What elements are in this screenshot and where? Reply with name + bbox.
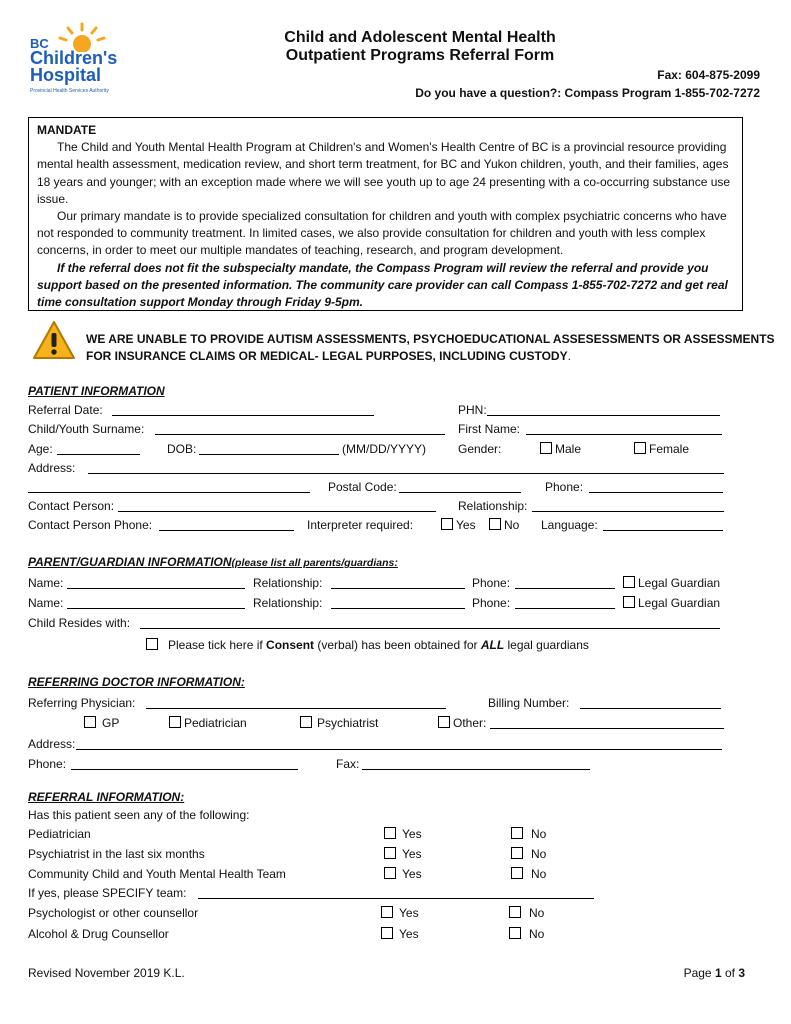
checkbox-icon[interactable] [509,927,521,939]
phn-field[interactable] [487,415,720,416]
relationship-label: Relationship: [458,499,528,513]
logo [30,22,130,98]
doctor-address-field[interactable] [76,749,722,750]
guardian-2-relationship-field[interactable] [331,608,465,609]
referral-heading: REFERRAL INFORMATION: [28,790,185,804]
checkbox-icon[interactable] [169,716,181,728]
postal-code-label: Postal Code: [328,480,397,494]
referral-row-label: Psychiatrist in the last six months [28,847,205,861]
parent-heading: PARENT/GUARDIAN INFORMATION(please list all parents/guardians: [28,555,398,569]
resides-with-label: Child Resides with: [28,616,131,630]
checkbox-icon[interactable] [384,867,396,879]
referral-date-field[interactable] [112,415,374,416]
warning-icon [32,320,76,362]
checkbox-icon[interactable] [511,847,523,859]
question-line: Do you have a question?: Compass Program 1-855-702-7272 [415,86,760,100]
billing-label: Billing Number: [488,696,570,710]
resides-with-field[interactable] [140,628,720,629]
referral-row-yes-option[interactable]: Yes [384,847,422,861]
address-label: Address: [28,461,76,475]
interpreter-yes-option[interactable]: Yes [441,518,476,532]
referral-row-label: Pediatrician [28,827,91,841]
dob-field[interactable] [199,454,339,455]
pediatrician-option[interactable]: Pediatrician [169,716,247,730]
interpreter-no-option[interactable]: No [489,518,519,532]
referral-row-no-option[interactable]: No [509,906,544,920]
surname-label: Child/Youth Surname: [28,422,145,436]
specify-team-field[interactable] [198,898,594,899]
doctor-fax-field[interactable] [362,769,590,770]
patient-heading: PATIENT INFORMATION [28,384,165,398]
form-title-line1: Child and Adolescent Mental Health [284,29,556,46]
checkbox-icon[interactable] [300,716,312,728]
address-field-line-2[interactable] [28,492,310,493]
gender-label: Gender: [458,442,502,456]
checkbox-icon[interactable] [146,638,158,650]
referral-row-no-option[interactable]: No [511,847,546,861]
age-label: Age: [28,442,53,456]
guardian-2-name-label: Name: [28,596,64,610]
logo-line1: Children's [30,48,118,68]
page-number: Page 1 of 3 [683,966,745,980]
referral-row-yes-option[interactable]: Yes [381,927,419,941]
logo-line2: Hospital [30,65,102,85]
dob-label: DOB: [167,442,197,456]
guardian-2-relationship-label: Relationship: [253,596,323,610]
checkbox-icon[interactable] [509,906,521,918]
surname-field[interactable] [155,434,445,435]
dob-format: (MM/DD/YYYY) [342,442,426,456]
checkbox-icon[interactable] [623,596,635,608]
physician-field[interactable] [146,708,446,709]
checkbox-icon[interactable] [381,927,393,939]
guardian-2-legal-option[interactable]: Legal Guardian [623,596,720,610]
checkbox-icon[interactable] [489,518,501,530]
checkbox-icon[interactable] [511,827,523,839]
guardian-1-name-label: Name: [28,576,64,590]
mandate-paragraph-3: If the referral does not fit the subspecialty mandate, the Compass Program will review the referral and provide you support based on the presented information. The community care provider can call Compass 1-855-702-7272 and get real time consultation support Monday through Friday 9-5pm. [37,260,728,310]
phn-label: PHN: [458,403,487,417]
warning-line-1: WE ARE UNABLE TO PROVIDE AUTISM ASSESSMENTS, PSYCHOEDUCATIONAL ASSESESSMENTS OR ASSESSMENTS [86,332,775,346]
billing-field[interactable] [580,708,721,709]
referral-question: Has this patient seen any of the following: [28,808,250,822]
mandate-paragraph-2: Our primary mandate is to provide specialized consultation for children and youth with complex psychiatric concerns who have not responded to community treatment. In limited cases, we also provide consultation for children and youth with less complex concerns, in order to meet our multiple mandates of teaching, research, and program development. [37,209,727,258]
language-field[interactable] [603,530,723,531]
first-name-label: First Name: [458,422,521,436]
revised-note: Revised November 2019 K.L. [28,966,185,980]
referral-row-no-option[interactable]: No [511,867,546,881]
age-field[interactable] [57,454,140,455]
mandate-box [28,117,743,311]
phone-label: Phone: [545,480,584,494]
referral-row-no-option[interactable]: No [511,827,546,841]
interpreter-label: Interpreter required: [307,518,414,532]
guardian-1-relationship-label: Relationship: [253,576,323,590]
other-option[interactable]: Other: [438,716,486,730]
guardian-2-name-field[interactable] [67,608,245,609]
doctor-phone-label: Phone: [28,757,67,771]
guardian-1-phone-label: Phone: [472,576,511,590]
logo-bc: BC [30,36,49,51]
logo-tagline: Provincial Health Services Authority [30,88,109,94]
checkbox-icon[interactable] [438,716,450,728]
postal-code-field[interactable] [399,492,521,493]
physician-label: Referring Physician: [28,696,136,710]
referral-row-yes-option[interactable]: Yes [384,827,422,841]
checkbox-icon[interactable] [381,906,393,918]
doctor-phone-field[interactable] [71,769,298,770]
guardian-1-relationship-field[interactable] [331,588,465,589]
contact-person-field[interactable] [118,511,436,512]
guardian-1-phone-field[interactable] [515,588,615,589]
contact-person-label: Contact Person: [28,499,115,513]
referral-row-label: Psychologist or other counsellor [28,906,199,920]
mandate-paragraph-1: The Child and Youth Mental Health Program at Children's and Women's Health Centre of BC is a provincial resource providing mental health assessment, medication review, and short term treatment, for BC and Yukon children, youth, and their families, ages 18 years and younger; with an exception made where we will see youth up to age 24 presenting with a co-occurring substance use issue. [37,140,731,206]
first-name-field[interactable] [526,434,722,435]
other-field[interactable] [490,728,724,729]
consent-option[interactable]: Please tick here if Consent (verbal) has been obtained for ALL legal guardians [146,638,589,652]
checkbox-icon[interactable] [623,576,635,588]
checkbox-icon[interactable] [634,442,646,454]
referral-row-label: Alcohol & Drug Counsellor [28,927,169,941]
checkbox-icon[interactable] [511,867,523,879]
gp-option[interactable]: GP [84,716,119,730]
specify-team-label: If yes, please SPECIFY team: [28,886,187,900]
referral-row-yes-option[interactable]: Yes [381,906,419,920]
fax-number: Fax: 604-875-2099 [657,68,760,82]
guardian-2-phone-field[interactable] [515,608,615,609]
warning-line-2: FOR INSURANCE CLAIMS OR MEDICAL- LEGAL PURPOSES, INCLUDING CUSTODY. [86,349,571,363]
contact-phone-label: Contact Person Phone: [28,518,153,532]
referral-row-yes-option[interactable]: Yes [384,867,422,881]
checkbox-icon[interactable] [384,827,396,839]
checkbox-icon[interactable] [441,518,453,530]
contact-phone-field[interactable] [159,530,294,531]
language-label: Language: [541,518,598,532]
checkbox-icon[interactable] [384,847,396,859]
relationship-field[interactable] [532,511,724,512]
doctor-heading: REFERRING DOCTOR INFORMATION: [28,675,245,689]
checkbox-icon[interactable] [540,442,552,454]
guardian-1-name-field[interactable] [67,588,245,589]
form-title-line2: Outpatient Programs Referral Form [285,47,555,64]
guardian-1-legal-option[interactable]: Legal Guardian [623,576,720,590]
referral-date-label: Referral Date: [28,403,103,417]
phone-field[interactable] [589,492,723,493]
psychiatrist-option[interactable]: Psychiatrist [300,716,378,730]
gender-female-option[interactable]: Female [634,442,689,456]
doctor-address-label: Address: [28,737,76,751]
checkbox-icon[interactable] [84,716,96,728]
address-field[interactable] [88,473,724,474]
mandate-heading: MANDATE [37,123,97,137]
gender-male-option[interactable]: Male [540,442,581,456]
referral-row-no-option[interactable]: No [509,927,544,941]
guardian-2-phone-label: Phone: [472,596,511,610]
doctor-fax-label: Fax: [336,757,360,771]
referral-row-label: Community Child and Youth Mental Health Team [28,867,286,881]
